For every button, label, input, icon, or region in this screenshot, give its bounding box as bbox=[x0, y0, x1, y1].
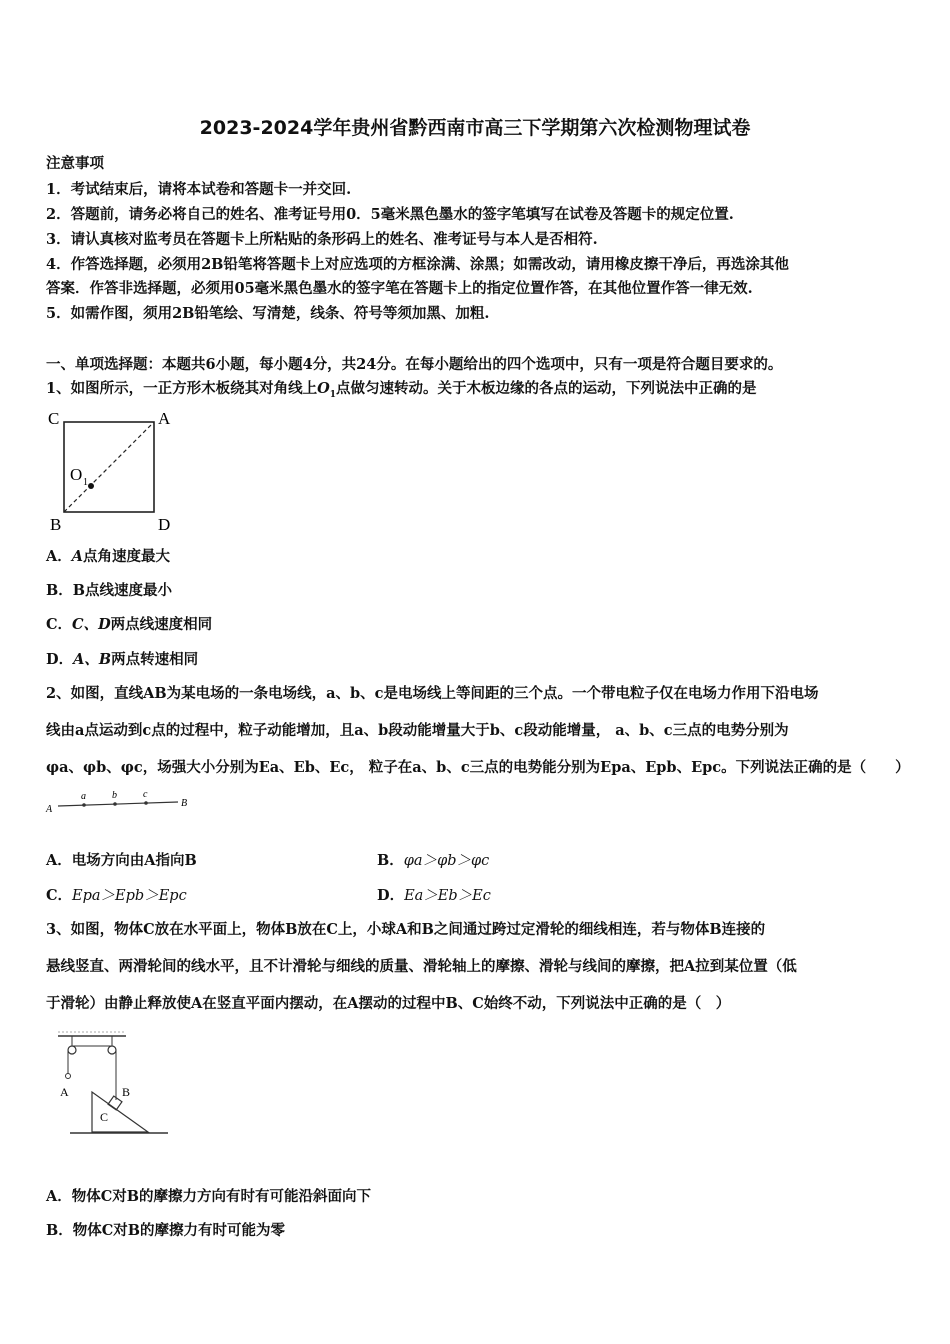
label-c: C bbox=[48, 409, 60, 428]
page-title: 2023-2024学年贵州省黔西南市高三下学期第六次检测物理试卷 bbox=[199, 117, 751, 139]
option-text: 物体C对B的摩擦力方向有时有可能沿斜面向下 bbox=[71, 1188, 372, 1205]
label-c: c bbox=[143, 790, 148, 800]
q3-stem-line2: 悬线竖直、两滑轮间的线水平，且不计滑轮与细线的质量、滑轮轴上的摩擦、滑轮与线间的摩擦，把A拉到某位置（低 bbox=[46, 958, 797, 975]
option-text: φa＞φb＞φc bbox=[403, 853, 490, 869]
q1-option-d[interactable] bbox=[46, 648, 198, 669]
notice-heading: 注意事项 bbox=[46, 155, 104, 172]
option-letter: A． bbox=[46, 852, 72, 869]
point-a bbox=[82, 803, 86, 807]
q2-stem-line3: φa、φb、φc，场强大小分别为Ea、Eb、Ec， 粒子在a、b、c三点的电势能分别为Epa、Epb、Epc。下列说法正确的是（ ） bbox=[46, 759, 910, 776]
label-b: b bbox=[112, 790, 117, 801]
option-text: 物体C对B的摩擦力有时可能为零 bbox=[72, 1222, 286, 1239]
option-letter: A． bbox=[46, 1188, 72, 1205]
option-var: C、D bbox=[72, 616, 111, 633]
q1-stem bbox=[46, 377, 757, 400]
point-b bbox=[113, 802, 117, 806]
field-line bbox=[58, 802, 178, 806]
q1-option-c[interactable] bbox=[46, 613, 212, 634]
notice-item: 4．作答选择题，必须用2B铅笔将答题卡上对应选项的方框涂满、涂黑；如需改动，请用橡皮擦干净后，再选涂其他 bbox=[46, 256, 789, 273]
pivot-point bbox=[88, 483, 94, 489]
q3-option-b[interactable] bbox=[46, 1219, 285, 1240]
ball-a bbox=[66, 1074, 71, 1079]
q3-stem-line3: 于滑轮）由静止释放使A在竖直平面内摆动，在A摆动的过程中B、C始终不动，下列说法中正确的是（ ） bbox=[46, 995, 731, 1012]
q3-figure bbox=[50, 1030, 180, 1140]
section-heading: 一、单项选择题：本题共6小题，每小题4分，共24分。在每小题给出的四个选项中，只有一项是符合题目要求的。 bbox=[46, 356, 783, 373]
notice-item: 3．请认真核对监考员在答题卡上所粘贴的条形码上的姓名、准考证号与本人是否相符. bbox=[46, 231, 598, 248]
label-a: A bbox=[60, 1085, 69, 1099]
point-c bbox=[144, 801, 148, 805]
q3-stem-line1: 3、如图，物体C放在水平面上，物体B放在C上，小球A和B之间通过跨过定滑轮的细线相连，若与物体B连接的 bbox=[46, 921, 766, 938]
label-a: A bbox=[158, 409, 171, 428]
notice-item: 2．答题前，请务必将自己的姓名、准考证号用0．5毫米黑色墨水的签字笔填写在试卷及答题卡的规定位置. bbox=[46, 206, 734, 223]
label-a: a bbox=[81, 791, 86, 802]
q1-stem-b: 点做匀速转动。关于木板边缘的各点的运动，下列说法中正确的是 bbox=[336, 380, 757, 397]
q2-stem-line2: 线由a点运动到c点的过程中，粒子动能增加，且a、b段动能增量大于b、c段动能增量， a、b、c三点的电势分别为 bbox=[46, 722, 789, 739]
option-text: Epa＞Epb＞Epc bbox=[72, 888, 187, 904]
q1-figure bbox=[44, 406, 184, 534]
q3-option-a[interactable] bbox=[46, 1185, 371, 1206]
notice-item: 5．如需作图，须用2B铅笔绘、写清楚，线条、符号等须加黑、加粗. bbox=[46, 305, 490, 322]
option-letter: B． bbox=[377, 852, 404, 869]
label-A: A bbox=[46, 804, 53, 815]
notice-item: 答案．作答非选择题，必须用05毫米黑色墨水的签字笔在答题卡上的指定位置作答，在其他位置作答一律无效. bbox=[46, 280, 753, 297]
label-o-sub: 1 bbox=[83, 477, 88, 488]
option-letter: D． bbox=[377, 887, 405, 904]
q2-option-b[interactable] bbox=[377, 849, 489, 870]
option-text: 电场方向由A指向B bbox=[71, 852, 197, 869]
q1-stem-var: O bbox=[317, 380, 330, 397]
notice-item: 1．考试结束后，请将本试卷和答题卡一并交回. bbox=[46, 181, 352, 198]
option-letter: B． bbox=[46, 582, 73, 599]
q2-stem-line1: 2、如图，直线AB为某电场的一条电场线，a、b、c是电场线上等间距的三个点。一个带电粒子仅在电场力作用下沿电场 bbox=[46, 685, 819, 702]
label-B: B bbox=[181, 798, 188, 809]
q1-stem-sub: 1 bbox=[329, 389, 336, 400]
option-text: 两点转速相同 bbox=[111, 651, 199, 668]
q2-option-a[interactable] bbox=[46, 849, 197, 870]
q1-stem-a: 1、如图所示，一正方形木板绕其对角线上 bbox=[46, 380, 318, 397]
label-c: C bbox=[100, 1110, 109, 1124]
option-letter: B． bbox=[46, 1222, 73, 1239]
q1-option-a[interactable] bbox=[46, 545, 170, 566]
option-text: B点线速度最小 bbox=[72, 582, 173, 599]
q2-figure bbox=[44, 790, 204, 818]
option-letter: D． bbox=[46, 651, 74, 668]
q2-option-c[interactable] bbox=[46, 884, 187, 905]
q2-option-d[interactable] bbox=[377, 884, 491, 905]
option-text: 两点线速度相同 bbox=[110, 616, 213, 633]
label-o: O bbox=[70, 465, 83, 484]
option-var: A bbox=[71, 548, 84, 565]
pulley-left bbox=[68, 1046, 76, 1054]
option-letter: A． bbox=[46, 548, 72, 565]
q1-option-b[interactable] bbox=[46, 579, 172, 600]
option-letter: C． bbox=[46, 616, 73, 633]
label-d: D bbox=[158, 515, 171, 534]
option-text: 点角速度最大 bbox=[83, 548, 171, 565]
label-b: B bbox=[122, 1085, 131, 1099]
option-var: A、B bbox=[73, 651, 112, 668]
option-text: Ea＞Eb＞Ec bbox=[404, 888, 491, 904]
option-letter: C． bbox=[46, 887, 73, 904]
label-b: B bbox=[50, 515, 62, 534]
pulley-right bbox=[108, 1046, 116, 1054]
